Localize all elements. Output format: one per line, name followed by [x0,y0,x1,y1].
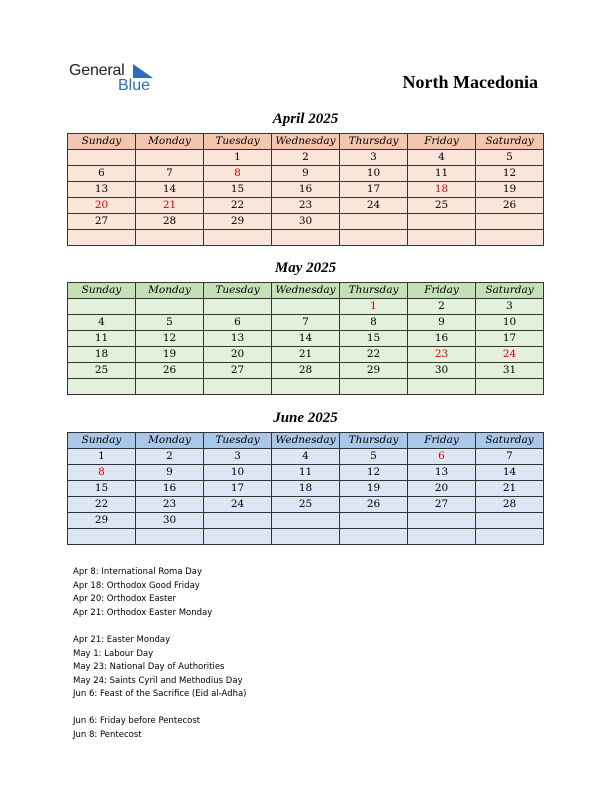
day-cell: 21 [476,481,544,497]
week-row [68,529,544,545]
country-title: North Macedonia [402,72,538,92]
day-cell [272,299,340,315]
day-cell: 7 [476,449,544,465]
day-cell [68,230,136,246]
day-cell: 9 [272,166,340,182]
day-cell: 19 [476,182,544,198]
weekday-header: Sunday [68,283,136,299]
weekday-header: Thursday [340,433,408,449]
week-row [68,299,544,315]
day-cell: 2 [136,449,204,465]
day-cell: 22 [68,497,136,513]
day-cell [204,379,272,395]
day-cell: 11 [408,166,476,182]
calendar-june [67,432,544,545]
day-cell [272,230,340,246]
day-cell: 30 [136,513,204,529]
day-cell: 25 [68,363,136,379]
day-cell [340,379,408,395]
weekday-header: Wednesday [272,134,340,150]
day-cell: 30 [272,214,340,230]
weekday-header: Tuesday [204,283,272,299]
day-cell: 25 [272,497,340,513]
holiday-note: Apr 18: Orthodox Good Friday [73,580,200,591]
day-cell [204,299,272,315]
weekday-header: Saturday [476,433,544,449]
day-cell: 4 [272,449,340,465]
day-cell [204,513,272,529]
weekday-header-row [68,283,544,299]
day-cell [340,214,408,230]
day-cell [476,529,544,545]
day-cell [136,299,204,315]
weekday-header: Wednesday [272,433,340,449]
day-cell [272,379,340,395]
weekday-header: Tuesday [204,433,272,449]
day-cell: 6 [68,166,136,182]
day-cell [408,230,476,246]
day-cell [340,513,408,529]
day-cell [204,529,272,545]
day-cell: 3 [476,299,544,315]
day-cell: 29 [204,214,272,230]
day-cell [68,150,136,166]
holiday-note: Apr 21: Easter Monday [73,635,171,645]
holiday-note: May 1: Labour Day [73,648,154,659]
day-cell: 14 [476,465,544,481]
day-cell [68,299,136,315]
day-cell [340,230,408,246]
holiday-notes-group-2 [73,634,247,702]
holiday-day-cell: 6 [408,449,476,465]
day-cell [68,379,136,395]
week-row [68,198,544,214]
day-cell [68,529,136,545]
day-cell: 13 [408,465,476,481]
day-cell: 11 [68,331,136,347]
holiday-notes-group-3 [73,715,200,742]
day-cell: 17 [204,481,272,497]
day-cell [408,513,476,529]
day-cell: 5 [136,315,204,331]
day-cell: 26 [476,198,544,214]
holiday-day-cell: 20 [68,198,136,214]
day-cell: 2 [272,150,340,166]
holiday-note: Apr 21: Orthodox Easter Monday [73,607,213,618]
week-row [68,449,544,465]
day-cell: 20 [408,481,476,497]
day-cell: 31 [476,363,544,379]
week-row [68,363,544,379]
day-cell: 13 [204,331,272,347]
holiday-note: Jun 6: Feast of the Sacrifice (Eid al-Adha) [73,689,247,699]
day-cell: 4 [68,315,136,331]
day-cell [408,379,476,395]
day-cell [476,214,544,230]
weekday-header: Tuesday [204,134,272,150]
day-cell [136,529,204,545]
month-title-april: April 2025 [272,111,339,127]
day-cell: 11 [272,465,340,481]
weekday-header: Friday [408,283,476,299]
holiday-day-cell: 8 [68,465,136,481]
day-cell [136,150,204,166]
day-cell: 17 [340,182,408,198]
holiday-day-cell: 24 [476,347,544,363]
day-cell: 16 [272,182,340,198]
day-cell [340,529,408,545]
holiday-note: Jun 8: Pentecost [73,729,142,740]
day-cell: 26 [136,363,204,379]
holiday-day-cell: 21 [136,198,204,214]
day-cell: 7 [136,166,204,182]
weekday-header: Sunday [68,134,136,150]
day-cell: 23 [272,198,340,214]
day-cell: 13 [68,182,136,198]
week-row [68,315,544,331]
day-cell: 15 [68,481,136,497]
day-cell: 28 [272,363,340,379]
day-cell: 3 [340,150,408,166]
week-row [68,150,544,166]
day-cell: 23 [136,497,204,513]
week-row [68,347,544,363]
day-cell: 24 [340,198,408,214]
weekday-header: Thursday [340,283,408,299]
weekday-header: Friday [408,134,476,150]
day-cell: 26 [340,497,408,513]
day-cell: 9 [408,315,476,331]
weekday-header: Monday [136,134,204,150]
day-cell: 2 [408,299,476,315]
holiday-note: May 24: Saints Cyril and Methodius Day [73,675,243,686]
day-cell: 18 [272,481,340,497]
day-cell: 28 [136,214,204,230]
day-cell: 20 [204,347,272,363]
weekday-header: Friday [408,433,476,449]
weekday-header: Saturday [476,134,544,150]
day-cell: 12 [136,331,204,347]
day-cell [476,379,544,395]
day-cell: 22 [340,347,408,363]
day-cell: 15 [340,331,408,347]
holiday-note: Apr 8: International Roma Day [73,567,203,577]
day-cell [408,214,476,230]
day-cell: 5 [340,449,408,465]
calendar-may [67,282,544,395]
week-row [68,214,544,230]
weekday-header-row [68,433,544,449]
week-row [68,230,544,246]
day-cell: 30 [408,363,476,379]
day-cell [272,529,340,545]
holiday-note: Apr 20: Orthodox Easter [73,594,177,604]
holiday-day-cell: 8 [204,166,272,182]
day-cell: 6 [204,315,272,331]
day-cell: 7 [272,315,340,331]
week-row [68,166,544,182]
week-row [68,379,544,395]
logo-triangle-icon [133,64,153,78]
weekday-header: Sunday [68,433,136,449]
day-cell: 10 [204,465,272,481]
week-row [68,465,544,481]
weekday-header: Monday [136,283,204,299]
weekday-header-row [68,134,544,150]
day-cell: 16 [136,481,204,497]
day-cell: 25 [408,198,476,214]
holiday-note: May 23: National Day of Authorities [73,662,225,672]
logo-blue-text: Blue [118,77,151,94]
day-cell: 10 [340,166,408,182]
calendar-april [67,133,544,246]
day-cell: 19 [340,481,408,497]
holiday-day-cell: 1 [340,299,408,315]
week-row [68,481,544,497]
day-cell: 1 [68,449,136,465]
day-cell: 5 [476,150,544,166]
day-cell: 22 [204,198,272,214]
day-cell: 27 [408,497,476,513]
week-row [68,497,544,513]
weekday-header: Wednesday [272,283,340,299]
holiday-day-cell: 18 [408,182,476,198]
weekday-header: Monday [136,433,204,449]
week-row [68,331,544,347]
day-cell: 29 [68,513,136,529]
day-cell: 21 [272,347,340,363]
week-row [68,182,544,198]
day-cell: 14 [136,182,204,198]
day-cell: 28 [476,497,544,513]
day-cell [136,379,204,395]
day-cell: 15 [204,182,272,198]
day-cell: 12 [340,465,408,481]
day-cell: 17 [476,331,544,347]
day-cell: 18 [68,347,136,363]
day-cell: 14 [272,331,340,347]
day-cell: 19 [136,347,204,363]
day-cell: 29 [340,363,408,379]
holiday-notes-group-1 [73,566,212,620]
day-cell: 27 [204,363,272,379]
day-cell [136,230,204,246]
day-cell: 8 [340,315,408,331]
generalblue-logo [69,62,159,96]
day-cell [204,230,272,246]
weekday-header: Thursday [340,134,408,150]
day-cell [476,230,544,246]
month-title-june: June 2025 [273,410,338,426]
day-cell [272,513,340,529]
day-cell: 10 [476,315,544,331]
logo-general-text: General [69,62,125,79]
day-cell: 9 [136,465,204,481]
day-cell: 12 [476,166,544,182]
holiday-day-cell: 23 [408,347,476,363]
day-cell [408,529,476,545]
weekday-header: Saturday [476,283,544,299]
week-row [68,513,544,529]
day-cell: 24 [204,497,272,513]
day-cell [476,513,544,529]
day-cell: 3 [204,449,272,465]
holiday-note: Jun 6: Friday before Pentecost [73,716,201,726]
day-cell: 16 [408,331,476,347]
day-cell: 4 [408,150,476,166]
month-title-may: May 2025 [274,260,337,276]
day-cell: 27 [68,214,136,230]
day-cell: 1 [204,150,272,166]
